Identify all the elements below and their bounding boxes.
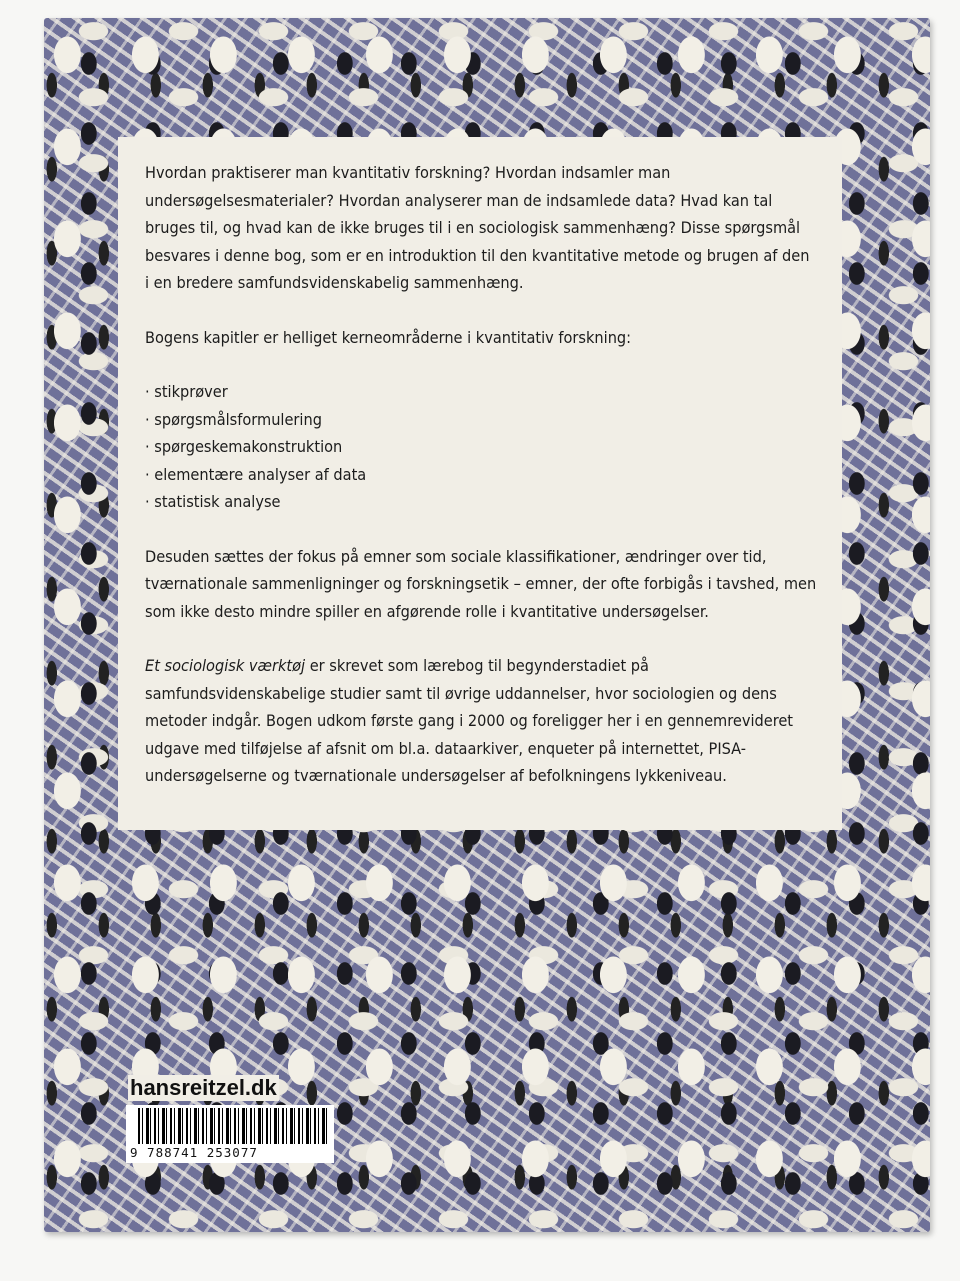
chapter-item: · stikprøver [145,382,228,401]
book-title: Et sociologisk værktøj [145,656,306,675]
chapter-item: · elementære analyser af data [145,464,367,484]
chapter-item: · spørgeskemakonstruktion [145,437,343,456]
barcode-bars [138,1108,328,1144]
chapter-item: · spørgsmålsformulering [145,409,322,429]
chapter-list [145,378,818,516]
chapter-item: · statistisk analyse [145,492,281,511]
closing-text: er skrevet som lærebog til begynderstadiet på samfundsvidenskabelige studier samt til øvrige uddannelser, hvor sociologien og dens metoder indgår. Bogen udkom første gang i 2000 og foreligger her i en gennemrevideret udgave med tilføjelse af afsnit om bl.a. dataarkiver, enqueter på internettet, PISA-undersøgelserne og tværnationale undersøgelser af befolkningens lykkeniveau. [145,656,794,785]
publisher-url: hansreitzel.dk [130,1075,277,1100]
closing-paragraph [145,652,818,790]
blurb-panel [118,137,842,830]
barcode [126,1105,334,1163]
focus-paragraph: Desuden sættes der fokus på emner som sociale klassifikationer, ændringer over tid, tværnationale sammenligninger og forskningsetik – emner, der ofte forbigås i tavshed, men som ikke desto mindre spiller en afgørende rolle i kvantitative undersøgelser. [145,546,817,621]
intro-paragraph: Hvordan praktiserer man kvantitativ forskning? Hvordan indsamler man undersøgelsesmaterialer? Hvordan analyserer man de indsamlede data? Hvad kan tal bruges til, og hvad kan de ikke bruges til i en sociologisk sammenhæng? Disse spørgsmål besvares i denne bog, som er en introduktion til den kvantitative metode og brugen af den i en bredere samfundsvidenskabelig sammenhæng. [145,163,810,292]
isbn-number: 9 788741 253077 [130,1145,258,1160]
chapters-lead: Bogens kapitler er helliget kerneområderne i kvantitativ forskning: [145,327,632,347]
